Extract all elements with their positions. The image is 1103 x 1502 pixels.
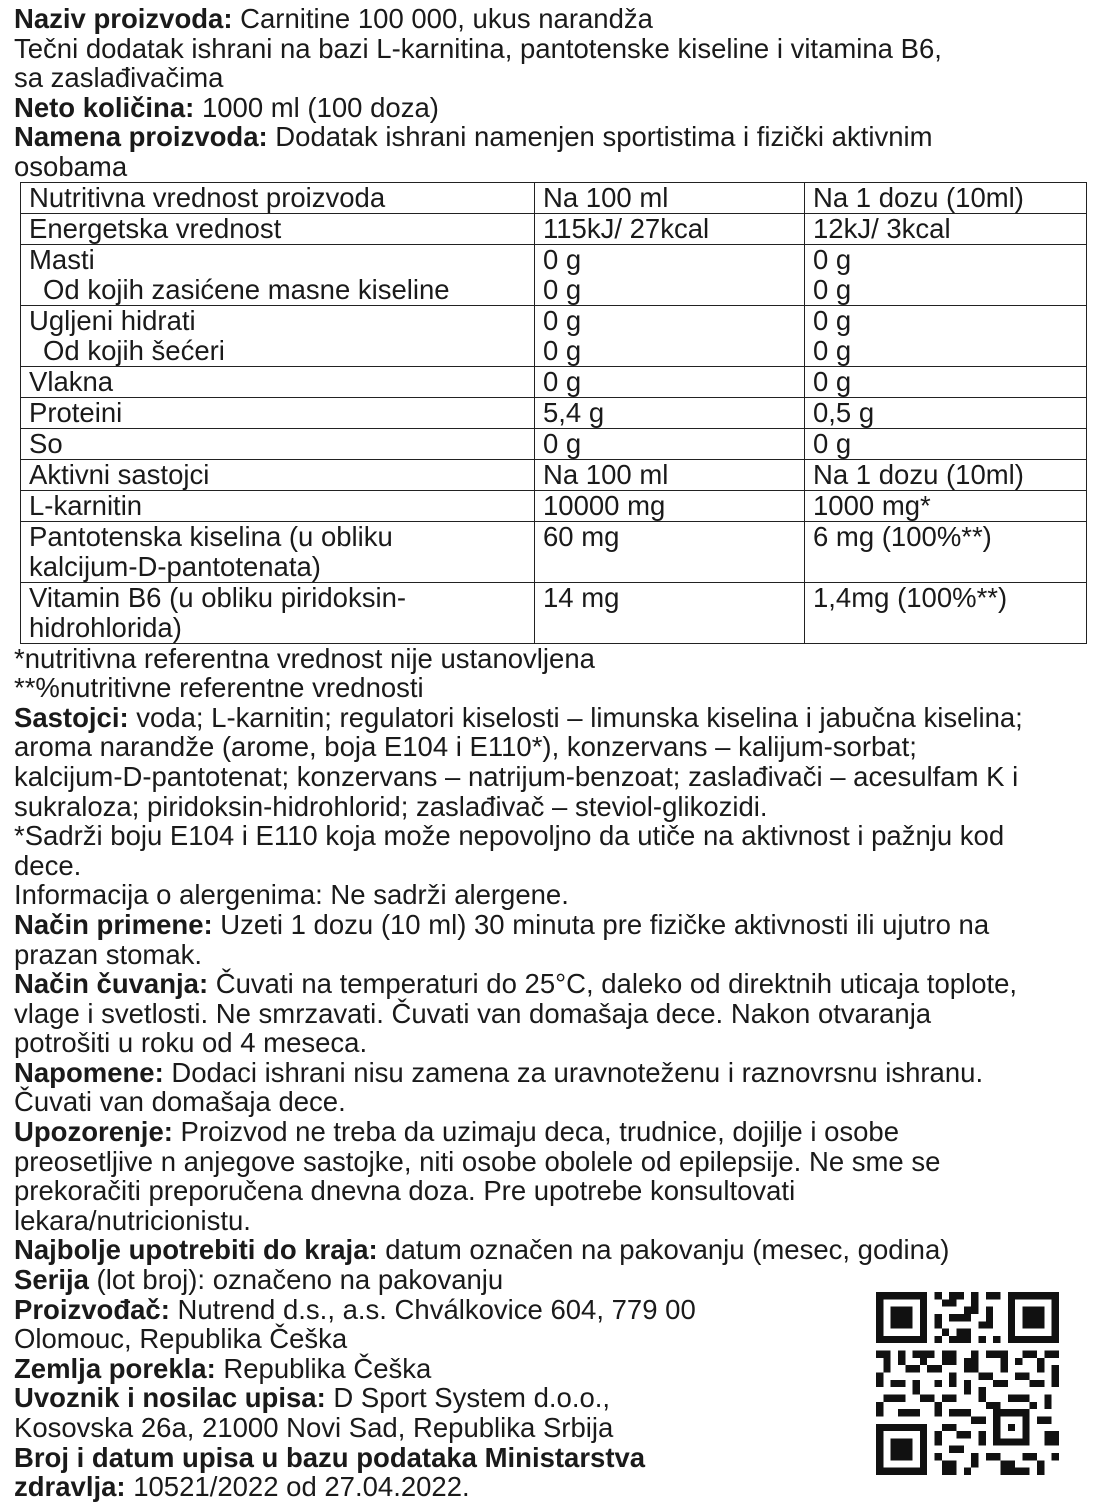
table-cell: 0 g 0 g bbox=[805, 244, 1087, 305]
table-cell: Na 100 ml bbox=[535, 459, 805, 490]
storage-label: Način čuvanja: bbox=[14, 968, 209, 1000]
table-cell: Na 1 dozu (10ml) bbox=[805, 182, 1087, 213]
registration-label: zdravlja: bbox=[14, 1471, 126, 1502]
net-quantity-label: Neto količina: bbox=[14, 91, 195, 123]
table-cell: 6 mg (100%**) bbox=[805, 521, 1087, 582]
table-cell: 14 mg bbox=[535, 582, 805, 643]
table-row bbox=[21, 397, 1087, 428]
table-row bbox=[21, 366, 1087, 397]
net-quantity-line bbox=[14, 93, 1094, 123]
purpose-label: Namena proizvoda: bbox=[14, 121, 268, 153]
table-cell: Vitamin B6 (u obliku piridoksin- hidrohlorida) bbox=[21, 582, 535, 643]
product-description: Tečni dodatak ishrani na bazi L-karnitina, pantotenske kiseline i vitamina B6, bbox=[14, 32, 942, 64]
product-description-cont: sa zaslađivačima bbox=[14, 62, 224, 94]
table-cell: Ugljeni hidrati Od kojih šećeri bbox=[21, 305, 535, 366]
table-cell: 0 g bbox=[535, 366, 805, 397]
table-cell: 0 g 0 g bbox=[535, 244, 805, 305]
ingredients-line: kalcijum-D-pantotenat; konzervans – natrijum-benzoat; zaslađivači – acesulfam K i bbox=[14, 760, 1019, 792]
table-cell: 0 g bbox=[805, 366, 1087, 397]
table-row bbox=[21, 582, 1087, 643]
product-name-value: Carnitine 100 000, ukus narandža bbox=[232, 3, 653, 34]
ingredients-line: sukraloza; piridoksin-hidrohlorid; zaslađivač – steviol-glikozidi. bbox=[14, 790, 768, 822]
storage-line: Način čuvanja: Čuvati na temperaturi do 25°C, daleko od direktnih uticaja toplote, bbox=[14, 968, 1018, 1000]
manufacturer-line: Olomouc, Republika Češka bbox=[14, 1323, 348, 1355]
purpose-value: Dodatak ishrani namenjen sportistima i fizički aktivnim bbox=[267, 121, 933, 153]
table-cell: 5,4 g bbox=[535, 397, 805, 428]
table-cell: 1,4mg (100%**) bbox=[805, 582, 1087, 643]
table-cell: Energetska vrednost bbox=[21, 213, 535, 244]
manufacturer-line: Proizvođač: Nutrend d.s., a.s. Chválkovice 604, 779 00 bbox=[14, 1293, 696, 1325]
table-cell: Aktivni sastojci bbox=[21, 459, 535, 490]
table-cell: 0 g bbox=[805, 428, 1087, 459]
ingredients-line: Sastojci: voda; L-karnitin; regulatori kiselosti – limunska kiselina i jabučna kiselina; bbox=[14, 701, 1023, 733]
origin-label: Zemlja porekla: bbox=[14, 1352, 216, 1384]
footnote: **%nutritivne referentne vrednosti bbox=[14, 672, 424, 704]
ingredients-label: Sastojci: bbox=[14, 701, 129, 733]
table-row bbox=[21, 305, 1087, 366]
table-row bbox=[21, 182, 1087, 213]
best-before-label: Najbolje upotrebiti do kraja: bbox=[14, 1234, 378, 1266]
label-document bbox=[14, 4, 1094, 1502]
warning-label: Upozorenje: bbox=[14, 1116, 173, 1148]
table-cell: Na 1 dozu (10ml) bbox=[805, 459, 1087, 490]
table-row bbox=[21, 213, 1087, 244]
color-warning: *Sadrži boju E104 i E110 koja može nepovoljno da utiče na aktivnost i pažnju kod bbox=[14, 820, 1005, 852]
warning-line: lekara/nutricionistu. bbox=[14, 1204, 251, 1236]
table-row bbox=[21, 459, 1087, 490]
table-cell: 0 g 0 g bbox=[535, 305, 805, 366]
importer-label: Uvoznik i nosilac upisa: bbox=[14, 1382, 326, 1414]
table-cell: Na 100 ml bbox=[535, 182, 805, 213]
table-cell: So bbox=[21, 428, 535, 459]
qr-code-icon bbox=[876, 1292, 1059, 1475]
storage-line: vlage i svetlosti. Ne smrzavati. Čuvati van domašaja dece. Nakon otvaranja bbox=[14, 997, 932, 1029]
nutrition-table bbox=[20, 182, 1087, 644]
remarks-label: Napomene: bbox=[14, 1056, 164, 1088]
table-cell: Proteini bbox=[21, 397, 535, 428]
table-cell: 1000 mg* bbox=[805, 490, 1087, 521]
origin-line: Zemlja porekla: Republika Češka bbox=[14, 1352, 432, 1384]
remarks-line: Napomene: Dodaci ishrani nisu zamena za uravnoteženu i raznovrsnu ishranu. bbox=[14, 1056, 984, 1088]
registration-label: Broj i datum upisa u bazu podataka Ministarstva bbox=[14, 1441, 646, 1473]
table-row bbox=[21, 521, 1087, 582]
table-cell: Masti Od kojih zasićene masne kiseline bbox=[21, 244, 535, 305]
table-cell: 60 mg bbox=[535, 521, 805, 582]
table-cell: Nutritivna vrednost proizvoda bbox=[21, 182, 535, 213]
color-warning: dece. bbox=[14, 849, 82, 881]
lot-label: Serija bbox=[14, 1264, 89, 1296]
usage-label: Način primene: bbox=[14, 908, 213, 940]
ingredients-line: aroma narandže (arome, boja E104 i E110*), konzervans – kalijum-sorbat; bbox=[14, 731, 917, 763]
importer-line: Kosovska 26a, 21000 Novi Sad, Republika Srbija bbox=[14, 1412, 614, 1443]
table-cell: L-karnitin bbox=[21, 490, 535, 521]
table-cell: 10000 mg bbox=[535, 490, 805, 521]
table-row bbox=[21, 428, 1087, 459]
footnote: *nutritivna referentna vrednost nije ustanovljena bbox=[14, 642, 595, 674]
lot-line: Serija (lot broj): označeno na pakovanju bbox=[14, 1264, 504, 1296]
table-cell: Pantotenska kiselina (u obliku kalcijum-D-pantotenata) bbox=[21, 521, 535, 582]
registration-line: zdravlja: 10521/2022 od 27.04.2022. bbox=[14, 1471, 470, 1502]
allergen-info: Informacija o alergenima: Ne sadrži alergene. bbox=[14, 879, 569, 911]
net-quantity-value: 1000 ml (100 doza) bbox=[194, 91, 439, 123]
warning-line: prekoračiti preporučena dnevna doza. Pre upotrebe konsultovati bbox=[14, 1175, 796, 1207]
product-name-label: Naziv proizvoda: bbox=[14, 3, 233, 34]
table-cell: 0 g bbox=[535, 428, 805, 459]
purpose-line-cont: osobama bbox=[14, 150, 128, 182]
remarks-line: Čuvati van domašaja dece. bbox=[14, 1086, 346, 1118]
purpose-line bbox=[14, 122, 1094, 152]
warning-line: Upozorenje: Proizvod ne treba da uzimaju deca, trudnice, dojilje i osobe bbox=[14, 1116, 900, 1148]
best-before-line: Najbolje upotrebiti do kraja: datum označen na pakovanju (mesec, godina) bbox=[14, 1234, 950, 1266]
product-name-line bbox=[14, 4, 1094, 34]
table-cell: 0 g 0 g bbox=[805, 305, 1087, 366]
table-cell: 0,5 g bbox=[805, 397, 1087, 428]
table-cell: 115kJ/ 27kcal bbox=[535, 213, 805, 244]
table-row bbox=[21, 244, 1087, 305]
table-row bbox=[21, 490, 1087, 521]
usage-line: Način primene: Uzeti 1 dozu (10 ml) 30 minuta pre fizičke aktivnosti ili ujutro na bbox=[14, 908, 990, 940]
table-cell: 12kJ/ 3kcal bbox=[805, 213, 1087, 244]
importer-line: Uvoznik i nosilac upisa: D Sport System d.o.o., bbox=[14, 1382, 611, 1414]
storage-line: potrošiti u roku od 4 meseca. bbox=[14, 1027, 368, 1059]
table-cell: Vlakna bbox=[21, 366, 535, 397]
warning-line: preosetljive n anjegove sastojke, niti osobe obolele od epilepsije. Ne sme se bbox=[14, 1145, 941, 1177]
usage-line: prazan stomak. bbox=[14, 938, 203, 970]
manufacturer-label: Proizvođač: bbox=[14, 1293, 170, 1325]
